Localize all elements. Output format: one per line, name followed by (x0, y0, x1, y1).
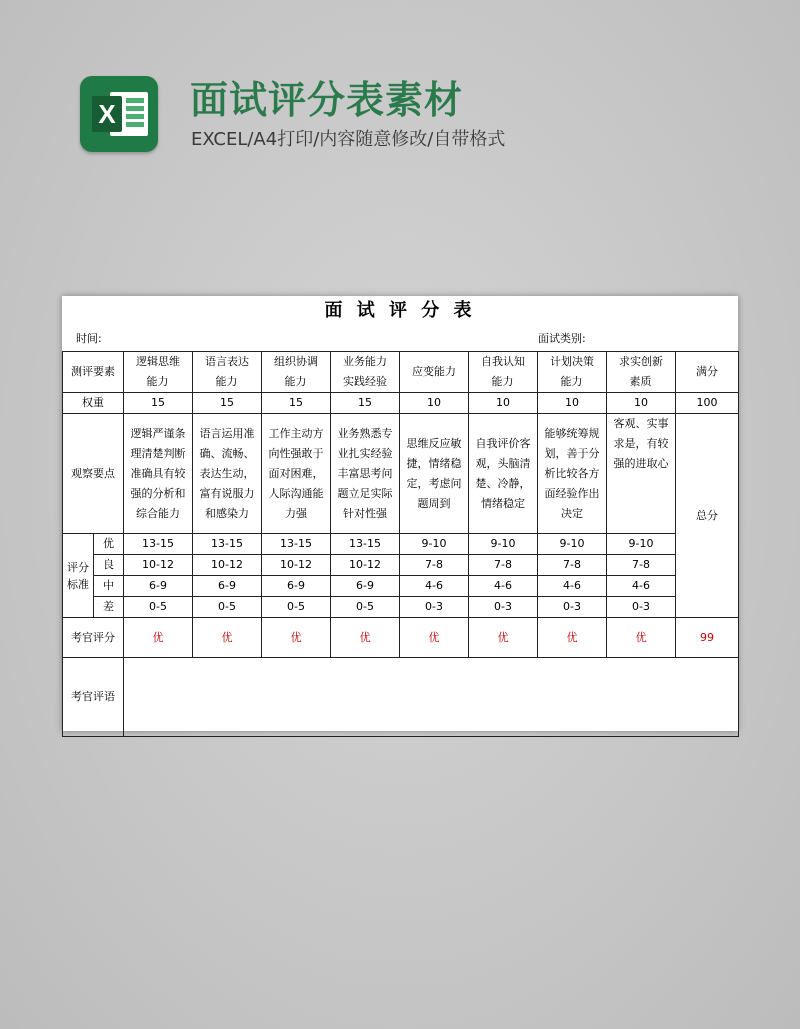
grade-cell: 9-10 (538, 534, 607, 555)
grade-cell: 0-3 (469, 597, 538, 618)
weight-cell: 10 (538, 393, 607, 414)
grade-cell: 0-5 (193, 597, 262, 618)
weight-cell: 10 (607, 393, 676, 414)
grade-cell: 0-5 (331, 597, 400, 618)
grade-cell: 10-12 (124, 555, 193, 576)
examiner-score-cell[interactable]: 优 (262, 618, 331, 658)
grade-cell: 13-15 (262, 534, 331, 555)
observe-cell: 业务熟悉专业扎实经验丰富思考问题立足实际针对性强 (331, 414, 400, 534)
col-header: 自我认知 能力 (469, 352, 538, 393)
score-table (62, 351, 739, 737)
weight-cell: 10 (469, 393, 538, 414)
observe-cell: 自我评价客观，头脑清楚、冷静，情绪稳定 (469, 414, 538, 534)
category-label: 面试类别: (538, 332, 586, 345)
page-title: 面试评分表素材 (190, 78, 464, 122)
total-score-cell[interactable]: 99 (676, 618, 739, 658)
observe-cell: 工作主动方向性强敢于面对困难，人际沟通能力强 (262, 414, 331, 534)
grade-cell: 0-3 (607, 597, 676, 618)
grade-row (63, 555, 739, 576)
grade-cell: 9-10 (400, 534, 469, 555)
examiner-score-cell[interactable]: 优 (124, 618, 193, 658)
full-score-label: 满分 (676, 352, 739, 393)
examiner-score-row (63, 618, 739, 658)
time-label: 时间: (76, 332, 102, 345)
sheet-title: 面 试 评 分 表 (324, 300, 476, 321)
grade-cell: 0-3 (400, 597, 469, 618)
observe-cell: 逻辑严谨条理清楚判断准确具有较强的分析和综合能力 (124, 414, 193, 534)
weight-cell: 15 (124, 393, 193, 414)
grade-cell: 10-12 (193, 555, 262, 576)
grade-cell: 13-15 (331, 534, 400, 555)
observe-cell: 思维反应敏捷，情绪稳定，考虑问题周到 (400, 414, 469, 534)
logo-letter: X (92, 96, 122, 132)
grade-cell: 9-10 (607, 534, 676, 555)
grade-cell: 13-15 (124, 534, 193, 555)
grade-row (63, 597, 739, 618)
examiner-comment-cell[interactable] (124, 658, 739, 737)
col-header: 语言表达 能力 (193, 352, 262, 393)
grade-cell: 7-8 (400, 555, 469, 576)
items-label: 测评要素 (63, 352, 124, 393)
observe-row (63, 414, 739, 534)
examiner-score-cell[interactable]: 优 (193, 618, 262, 658)
grade-cell: 7-8 (469, 555, 538, 576)
grade-cell: 6-9 (124, 576, 193, 597)
weight-cell: 10 (400, 393, 469, 414)
weight-row (63, 393, 739, 414)
grade-cell: 4-6 (469, 576, 538, 597)
examiner-score-cell[interactable]: 优 (538, 618, 607, 658)
grade-cell: 10-12 (262, 555, 331, 576)
grade-cell: 4-6 (400, 576, 469, 597)
examiner-score-cell[interactable]: 优 (400, 618, 469, 658)
examiner-score-cell[interactable]: 优 (469, 618, 538, 658)
grade-cell: 10-12 (331, 555, 400, 576)
grade-cell: 0-5 (124, 597, 193, 618)
col-header: 计划决策 能力 (538, 352, 607, 393)
grade-label: 良 (94, 555, 124, 576)
full-weight-cell: 100 (676, 393, 739, 414)
page-subtitle: EXCEL/A4打印/内容随意修改/自带格式 (191, 129, 506, 150)
grade-cell: 0-3 (538, 597, 607, 618)
examiner-score-cell[interactable]: 优 (331, 618, 400, 658)
grade-label: 中 (94, 576, 124, 597)
criteria-label: 评分标准 (63, 534, 94, 618)
items-row (63, 352, 739, 393)
weight-label: 权重 (63, 393, 124, 414)
examiner-score-label: 考官评分 (63, 618, 124, 658)
score-sheet (62, 296, 738, 731)
examiner-comment-label: 考官评语 (63, 658, 124, 737)
examiner-comment-row (63, 658, 739, 737)
total-label: 总分 (676, 414, 739, 618)
excel-logo-icon (80, 76, 158, 152)
col-header: 业务能力 实践经验 (331, 352, 400, 393)
examiner-score-cell[interactable]: 优 (607, 618, 676, 658)
grade-cell: 9-10 (469, 534, 538, 555)
col-header: 组织协调 能力 (262, 352, 331, 393)
grade-row (63, 534, 739, 555)
col-header: 求实创新 素质 (607, 352, 676, 393)
weight-cell: 15 (331, 393, 400, 414)
grade-row (63, 576, 739, 597)
observe-cell: 能够统筹规划，善于分析比较各方面经验作出决定 (538, 414, 607, 534)
weight-cell: 15 (193, 393, 262, 414)
col-header: 应变能力 (400, 352, 469, 393)
grade-cell: 0-5 (262, 597, 331, 618)
weight-cell: 15 (262, 393, 331, 414)
grade-cell: 6-9 (193, 576, 262, 597)
grade-cell: 4-6 (607, 576, 676, 597)
grade-cell: 7-8 (607, 555, 676, 576)
grade-cell: 13-15 (193, 534, 262, 555)
grade-cell: 7-8 (538, 555, 607, 576)
grade-cell: 6-9 (262, 576, 331, 597)
grade-cell: 4-6 (538, 576, 607, 597)
grade-label: 差 (94, 597, 124, 618)
grade-label: 优 (94, 534, 124, 555)
observe-cell: 语言运用准确、流畅、表达生动，富有说服力和感染力 (193, 414, 262, 534)
observe-label: 观察要点 (63, 414, 124, 534)
observe-cell: 客观、实事求是，有较强的进取心 (607, 414, 676, 534)
grade-cell: 6-9 (331, 576, 400, 597)
col-header: 逻辑思维 能力 (124, 352, 193, 393)
